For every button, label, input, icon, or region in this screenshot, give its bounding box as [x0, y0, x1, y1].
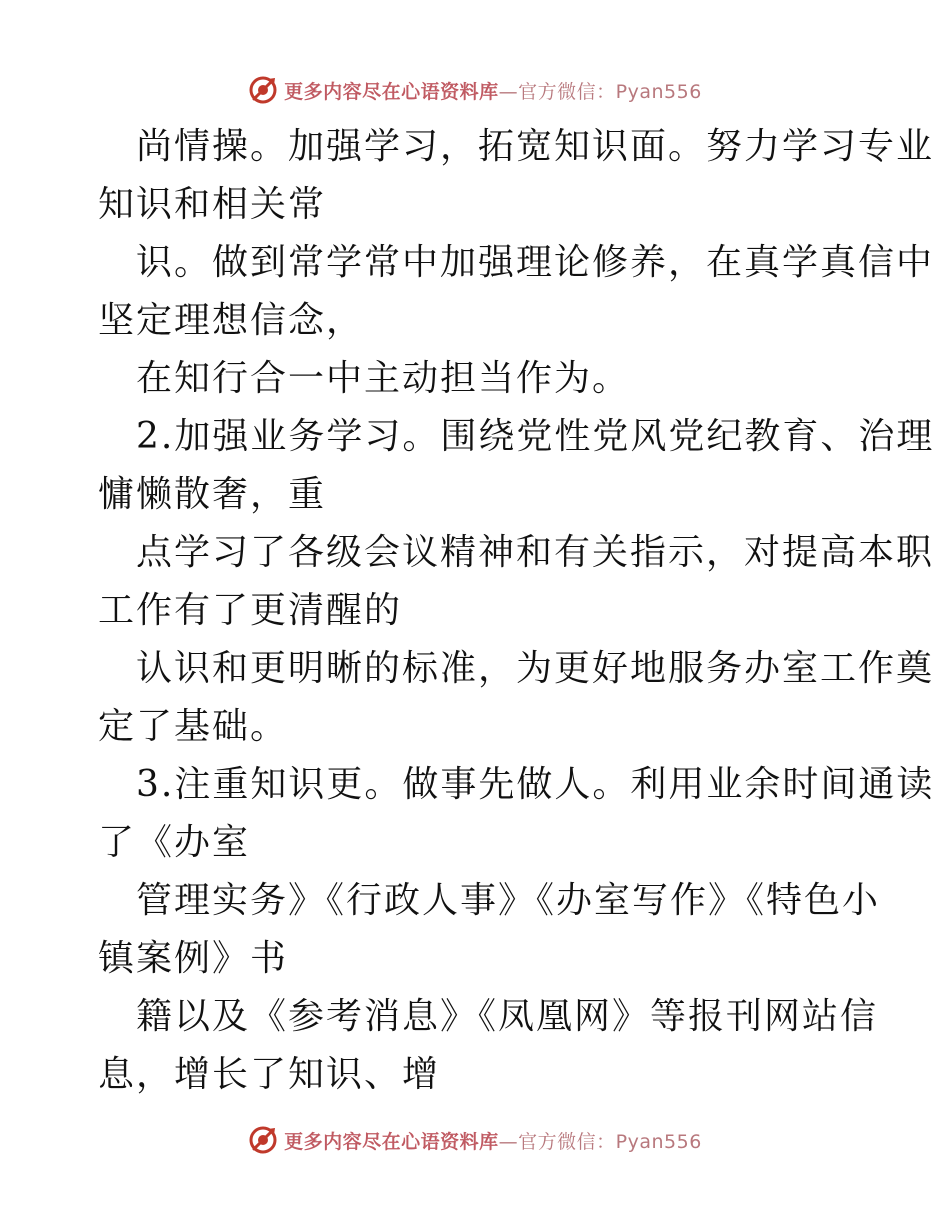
- text-line: 坚定理想信念，: [98, 300, 365, 341]
- banner-separator: —: [498, 1130, 519, 1153]
- logo-icon: [248, 75, 278, 105]
- text-line: 识。做到常学常中加强理论修养，在真学真信中: [136, 242, 935, 283]
- banner-brand: 更多内容尽在心语资料库: [284, 80, 499, 103]
- logo-icon: [248, 1125, 278, 1155]
- banner-wechat: 官方微信：Pyan556: [518, 1130, 702, 1153]
- text-line: 了《办室: [98, 822, 251, 863]
- text-line: 镇案例》书: [98, 938, 289, 979]
- banner-brand: 更多内容尽在心语资料库: [284, 1130, 499, 1153]
- text-line: 知识和相关常: [98, 184, 327, 225]
- document-body: [98, 118, 935, 1104]
- text-line: 在知行合一中主动担当作为。: [136, 358, 631, 399]
- banner-text: [284, 1127, 702, 1154]
- text-line: 工作有了更清醒的: [98, 590, 403, 631]
- text-line: 点学习了各级会议精神和有关指示，对提高本职: [136, 532, 935, 573]
- text-line: 尚情操。加强学习，拓宽知识面。努力学习专业: [136, 126, 935, 167]
- text-line: 2.加强业务学习。围绕党性党风党纪教育、治理: [136, 416, 935, 457]
- banner-wechat: 官方微信：Pyan556: [518, 80, 702, 103]
- text-line: 籍以及《参考消息》《凤凰网》等报刊网站信: [136, 996, 879, 1037]
- text-line: 管理实务》《行政人事》《办室写作》《特色小: [136, 880, 881, 921]
- banner-text: [284, 77, 702, 104]
- banner-separator: —: [498, 80, 519, 103]
- text-line: 3.注重知识更。做事先做人。利用业余时间通读: [136, 764, 935, 805]
- text-line: 慵懒散奢，重: [98, 474, 327, 515]
- text-line: 认识和更明晰的标准，为更好地服务办室工作奠: [136, 648, 935, 689]
- header-banner: [0, 72, 950, 108]
- text-line: 息，增长了知识、增: [98, 1054, 441, 1095]
- text-line: 定了基础。: [98, 706, 289, 747]
- footer-banner: [0, 1122, 950, 1158]
